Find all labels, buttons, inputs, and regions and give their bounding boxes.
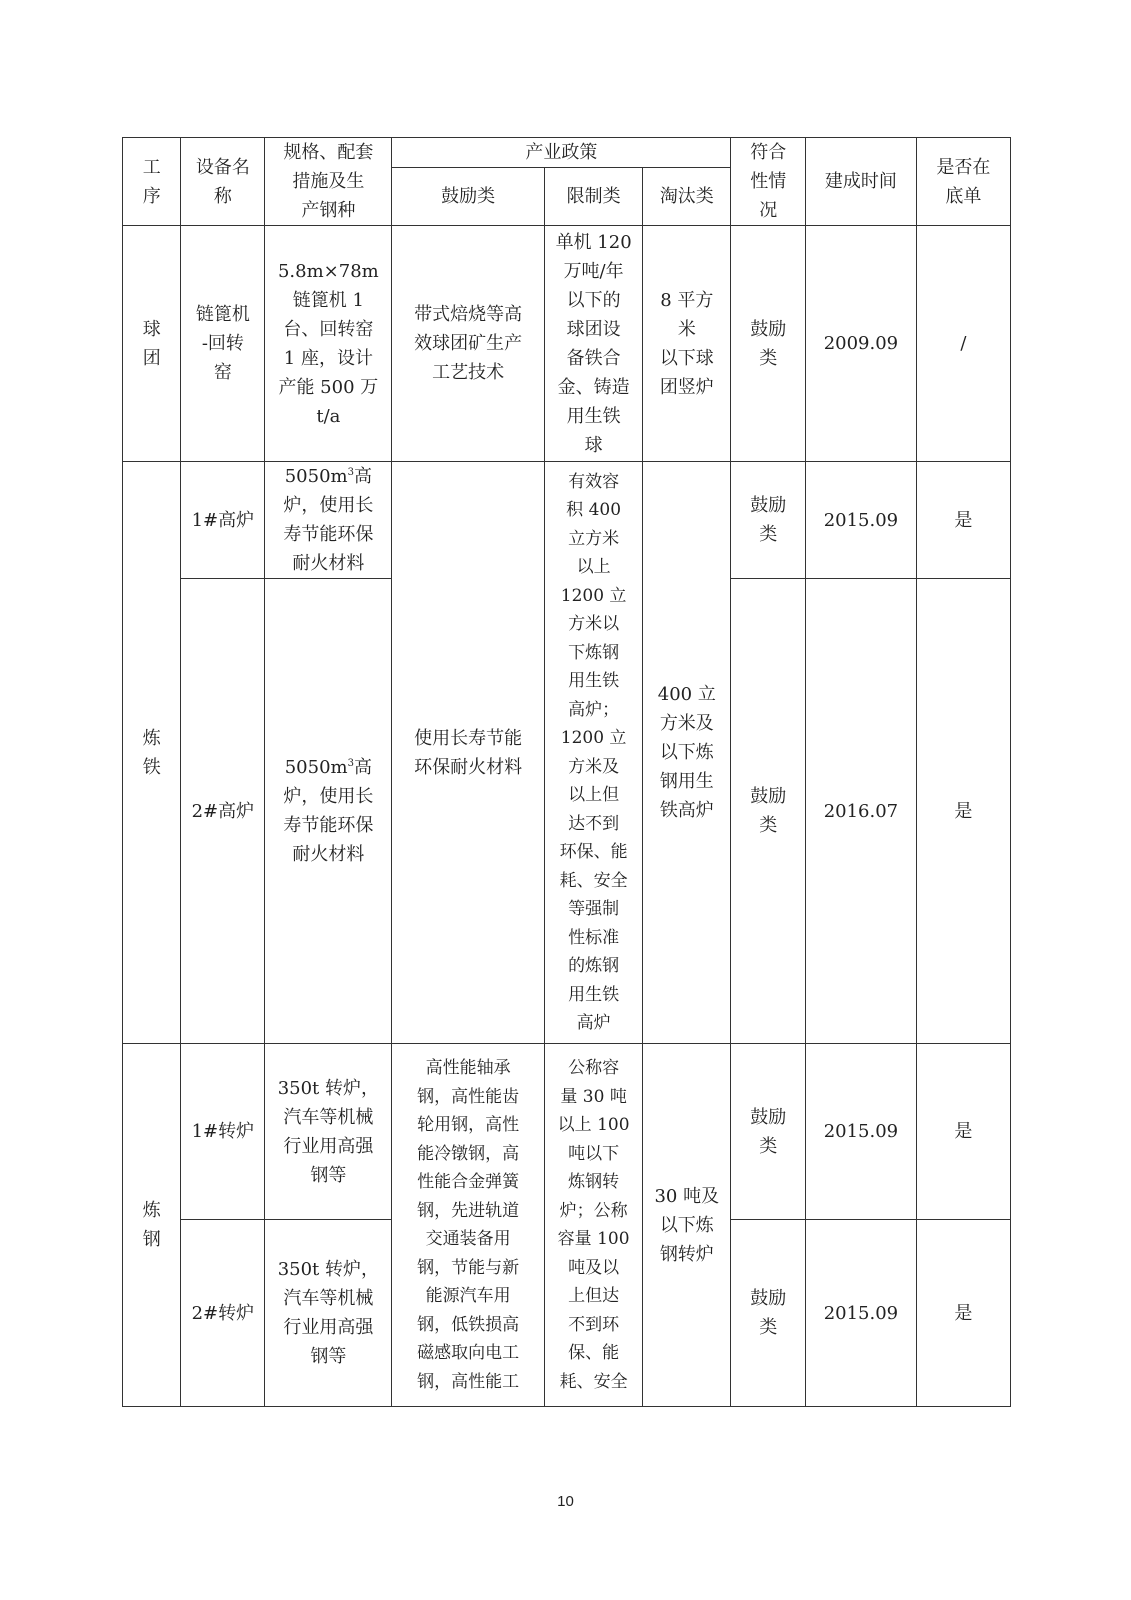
process-cell: 炼 铁	[123, 462, 181, 1044]
table-row	[123, 1044, 1011, 1220]
process-cell: 球 团	[123, 226, 181, 462]
compliance-cell: 鼓励 类	[731, 462, 806, 579]
table-row	[123, 226, 1011, 462]
device-cell: 1#转炉	[181, 1044, 265, 1220]
compliance-cell: 鼓励 类	[731, 1220, 806, 1407]
base-list-cell: /	[916, 226, 1010, 462]
header-encourage: 鼓励类	[392, 168, 545, 226]
base-list-cell: 是	[916, 462, 1010, 579]
restrict-cell: 有效容 积 400 立方米 以上 1200 立 方米以 下炼钢 用生铁 高炉； 1200 立 方米及 以上但 达不到 环保、能 耗、安全 等强制 性标准 的炼钢 用生铁 高炉	[544, 462, 642, 1044]
device-cell: 1#高炉	[181, 462, 265, 579]
built-time-cell: 2016.07	[806, 579, 917, 1044]
eliminate-cell: 400 立 方米及 以下炼 钢用生 铁高炉	[643, 462, 731, 1044]
spec-prefix: 5050m	[284, 466, 348, 487]
device-cell: 2#高炉	[181, 579, 265, 1044]
process-cell: 炼 钢	[123, 1044, 181, 1407]
base-list-cell: 是	[916, 579, 1010, 1044]
spec-rest: 高 炉，使用长 寿节能环保 耐火材料	[283, 466, 374, 574]
encourage-cell: 带式焙烧等高 效球团矿生产 工艺技术	[392, 226, 545, 462]
policy-compliance-table	[122, 137, 1011, 1407]
header-restrict: 限制类	[544, 168, 642, 226]
built-time-cell: 2015.09	[806, 1220, 917, 1407]
header-compliance: 符合 性情 况	[731, 138, 806, 226]
header-built-time: 建成时间	[806, 138, 917, 226]
encourage-cell: 高性能轴承 钢，高性能齿 轮用钢，高性 能冷镦钢，高 性能合金弹簧 钢，先进轨道 交通装备用 钢，节能与新 能源汽车用 钢，低铁损高 磁感取向电工 钢，高性能工	[392, 1044, 545, 1407]
base-list-cell: 是	[916, 1044, 1010, 1220]
page-number: 10	[557, 1493, 574, 1510]
header-base-list: 是否在 底单	[916, 138, 1010, 226]
spec-cell: 5.8m×78m 链篦机 1 台、回转窑 1 座，设计 产能 500 万 t/a	[265, 226, 392, 462]
compliance-cell: 鼓励 类	[731, 1044, 806, 1220]
header-device: 设备名 称	[181, 138, 265, 226]
compliance-cell: 鼓励 类	[731, 579, 806, 1044]
table-row	[123, 462, 1011, 579]
spec-cell: 350t 转炉， 汽车等机械 行业用高强 钢等	[265, 1044, 392, 1220]
spec-cell: 350t 转炉， 汽车等机械 行业用高强 钢等	[265, 1220, 392, 1407]
spec-cell	[265, 462, 392, 579]
header-policy: 产业政策	[392, 138, 731, 168]
base-list-cell: 是	[916, 1220, 1010, 1407]
spec-superscript: 3	[347, 467, 354, 478]
built-time-cell: 2015.09	[806, 462, 917, 579]
restrict-cell: 单机 120 万吨/年 以下的 球团设 备铁合 金、铸造 用生铁 球	[544, 226, 642, 462]
restrict-cell: 公称容 量 30 吨 以上 100 吨以下 炼钢转 炉；公称 容量 100 吨及以 上但达 不到环 保、能 耗、安全	[544, 1044, 642, 1407]
device-cell: 2#转炉	[181, 1220, 265, 1407]
spec-cell	[265, 579, 392, 1044]
encourage-cell: 使用长寿节能 环保耐火材料	[392, 462, 545, 1044]
spec-superscript: 3	[347, 758, 354, 769]
device-cell: 链篦机 -回转 窑	[181, 226, 265, 462]
spec-prefix: 5050m	[284, 757, 348, 778]
built-time-cell: 2009.09	[806, 226, 917, 462]
compliance-cell: 鼓励 类	[731, 226, 806, 462]
header-spec: 规格、配套 措施及生 产钢种	[265, 138, 392, 226]
header-process: 工 序	[123, 138, 181, 226]
header-eliminate: 淘汰类	[643, 168, 731, 226]
spec-rest: 高 炉，使用长 寿节能环保 耐火材料	[283, 757, 374, 865]
eliminate-cell: 8 平方 米 以下球 团竖炉	[643, 226, 731, 462]
eliminate-cell: 30 吨及 以下炼 钢转炉	[643, 1044, 731, 1407]
built-time-cell: 2015.09	[806, 1044, 917, 1220]
